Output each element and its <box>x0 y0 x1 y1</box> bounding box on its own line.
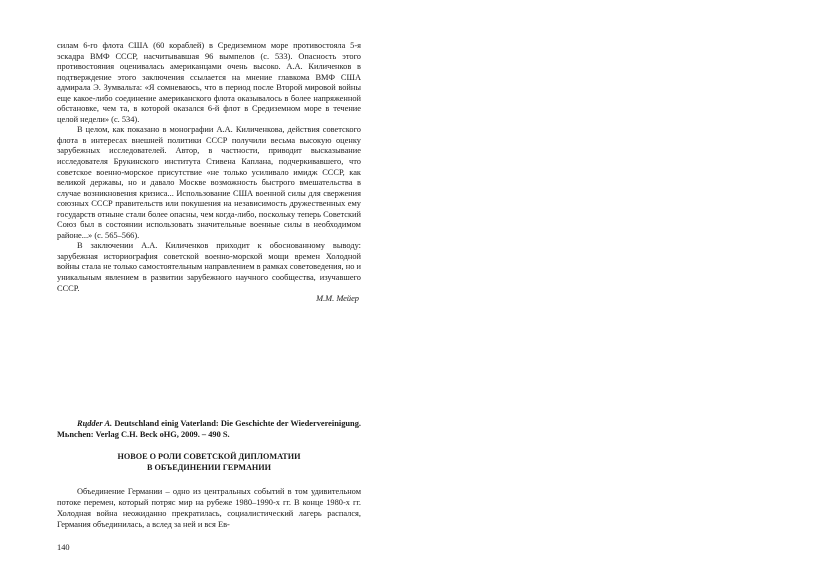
citation-author: Rцdder A. <box>77 419 113 428</box>
review-title-line-1: НОВОЕ О РОЛИ СОВЕТСКОЙ ДИПЛОМАТИИ <box>117 452 301 462</box>
review-title-line-2: В ОБЪЕДИНЕНИИ ГЕРМАНИИ <box>147 462 271 472</box>
citation-details: Deutschland einig Vaterland: Die Geschichte der Wiedervereinigung. Mьnchen: Verlag C.H. Beck oHG, 2009. – 490 S. <box>57 419 361 439</box>
review-body: Объединение Германии – одно из центральных событий в том удивительном потоке перемен, который потряс мир на рубеже 1980–1990-х гг. В конце 1980-х гг. Холодная война неожиданно прекратилась, социалистический лагерь распался, Германия объединилась, а вслед за ней и вся Ев- <box>57 487 361 529</box>
new-review <box>57 419 361 530</box>
review-signature: М.М. Мейер <box>316 294 359 304</box>
review-continuation <box>57 41 361 305</box>
book-citation <box>57 419 361 440</box>
page-number: 140 <box>57 543 70 552</box>
review-title <box>57 452 361 473</box>
paragraph-1: силам 6-го флота США (60 кораблей) в Средиземном море противостояла 5-я эскадра ВМФ СССР, насчитывавшая 96 вымпелов (с. 533). Опасность этого противостояния оценивалась американцами очень высоко. А.А. Киличенков в подтверждение этого заключения ссылается на мнение главкома ВМФ США адмирала Э. Зумвальта: «Я сомневаюсь, что в период после Второй мировой войны еще какое-либо соединение американского флота оказывалось в более напряженной обстановке, чем та, в которой оказался 6-й флот в Средиземном море в течение целой недели» (с. 534). <box>57 41 361 124</box>
paragraph-2: В целом, как показано в монографии А.А. Киличенкова, действия советского флота в интересах внешней политики СССР получили весьма высокую оценку зарубежных исследователей. Автор, в частности, приводит высказывание исследователя Брукинского института Стивена Каплана, подчеркивавшего, что советское военно-морское присутствие «не только усиливало имидж СССР, как великой державы, но и давало Москве возможность быстрого вмешательства в случае возникновения кризиса... Использование США военной силы для свержения союзных СССР правительств или покушения на независимость дружественных ему государств отныне стали более опасны, чем когда-либо, поскольку теперь Советский Союз был в состоянии использовать значительные военные силы в необходимом районе...» (с. 565–566). <box>57 125 361 240</box>
paragraph-3: В заключении А.А. Киличенков приходит к обоснованному выводу: зарубежная историография советской военно-морской мощи времен Холодной войны стала не только самостоятельным направлением в рамках советоведения, но и уникальным явлением в развитии зарубежного научного сообщества, изучавшего СССР. <box>57 241 361 293</box>
